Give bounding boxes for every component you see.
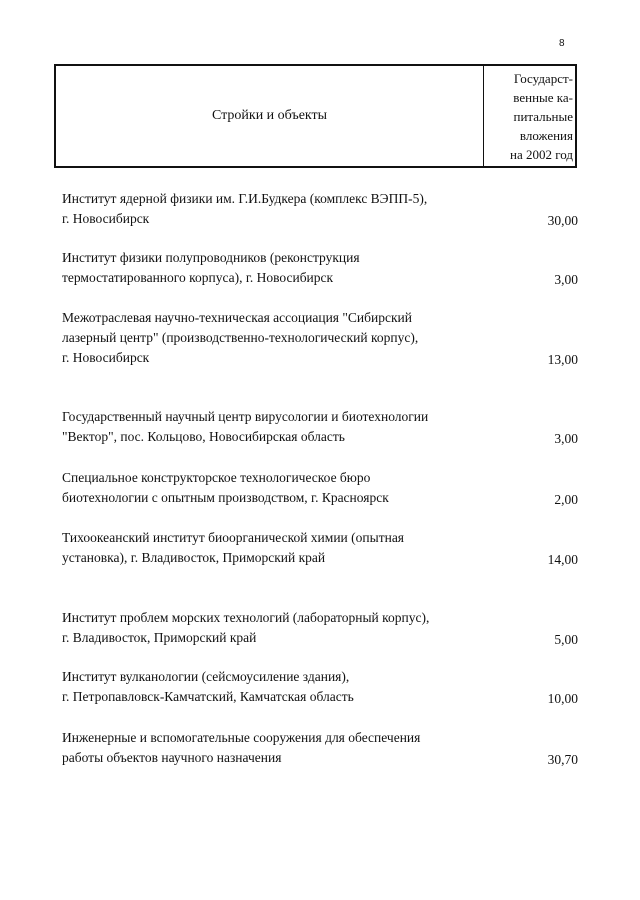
- table-row: [62, 728, 578, 768]
- table-row: [62, 528, 578, 568]
- row-description-line: установка), г. Владивосток, Приморский край: [62, 550, 326, 565]
- row-value: 3,00: [554, 272, 578, 287]
- row-description: [62, 468, 492, 508]
- table-row: [62, 608, 578, 648]
- table-row: [62, 407, 578, 447]
- table-header: [54, 64, 577, 168]
- header-investments-line: на 2002 год: [510, 146, 573, 162]
- row-description-line: Специальное конструкторское технологическое бюро: [62, 470, 371, 485]
- page-number: 8: [559, 38, 565, 49]
- row-description: [62, 248, 492, 288]
- header-investments-line: Государст-: [513, 70, 573, 86]
- row-description-line: г. Новосибирск: [62, 211, 150, 226]
- row-description-line: Тихоокеанский институт биоорганической химии (опытная: [62, 530, 405, 545]
- header-investments-column: [483, 66, 575, 166]
- row-value: 14,00: [547, 552, 578, 567]
- row-description-line: Институт проблем морских технологий (лабораторный корпус),: [62, 610, 430, 625]
- row-description-line: Институт ядерной физики им. Г.И.Будкера (комплекс ВЭПП-5),: [62, 191, 428, 206]
- table-row: [62, 248, 578, 288]
- row-description-line: Институт вулканологии (сейсмоусиление здания),: [62, 669, 350, 684]
- row-description-line: Инженерные и вспомогательные сооружения для обеспечения: [62, 730, 421, 745]
- row-description-line: г. Новосибирск: [62, 350, 150, 365]
- header-objects-column: Стройки и объекты: [211, 108, 328, 123]
- row-description-line: работы объектов научного назначения: [62, 750, 282, 765]
- row-description-line: термостатированного корпуса), г. Новосибирск: [62, 270, 334, 285]
- row-description-line: лазерный центр" (производственно-технологический корпус),: [62, 330, 419, 345]
- row-description-line: Институт физики полупроводников (реконструкция: [62, 250, 360, 265]
- row-value: 2,00: [554, 492, 578, 507]
- table-row: [62, 308, 578, 368]
- header-investments-line: венные ка-: [513, 89, 573, 105]
- row-description-line: Межотраслевая научно-техническая ассоциация "Сибирский: [62, 310, 412, 325]
- row-value: 30,00: [547, 213, 578, 228]
- table-row: [62, 667, 578, 707]
- row-description: [62, 528, 492, 568]
- header-investments-line: вложения: [519, 127, 573, 143]
- row-value: 13,00: [547, 352, 578, 367]
- row-description: [62, 308, 492, 368]
- header-investments-line: питальные: [513, 108, 573, 124]
- row-description-line: г. Петропавловск-Камчатский, Камчатская область: [62, 689, 354, 704]
- row-description-line: биотехнологии с опытным производством, г. Красноярск: [62, 490, 389, 505]
- row-description: [62, 728, 492, 768]
- row-description-line: Государственный научный центр вирусологии и биотехнологии: [62, 409, 429, 424]
- row-value: 3,00: [554, 431, 578, 446]
- row-description-line: "Вектор", пос. Кольцово, Новосибирская область: [62, 429, 345, 444]
- table-row: [62, 468, 578, 508]
- row-value: 5,00: [554, 632, 578, 647]
- row-description: [62, 407, 492, 447]
- row-description: [62, 189, 492, 229]
- row-value: 30,70: [547, 752, 578, 767]
- row-value: 10,00: [547, 691, 578, 706]
- row-description: [62, 608, 492, 648]
- row-description-line: г. Владивосток, Приморский край: [62, 630, 257, 645]
- row-description: [62, 667, 492, 707]
- table-row: [62, 189, 578, 229]
